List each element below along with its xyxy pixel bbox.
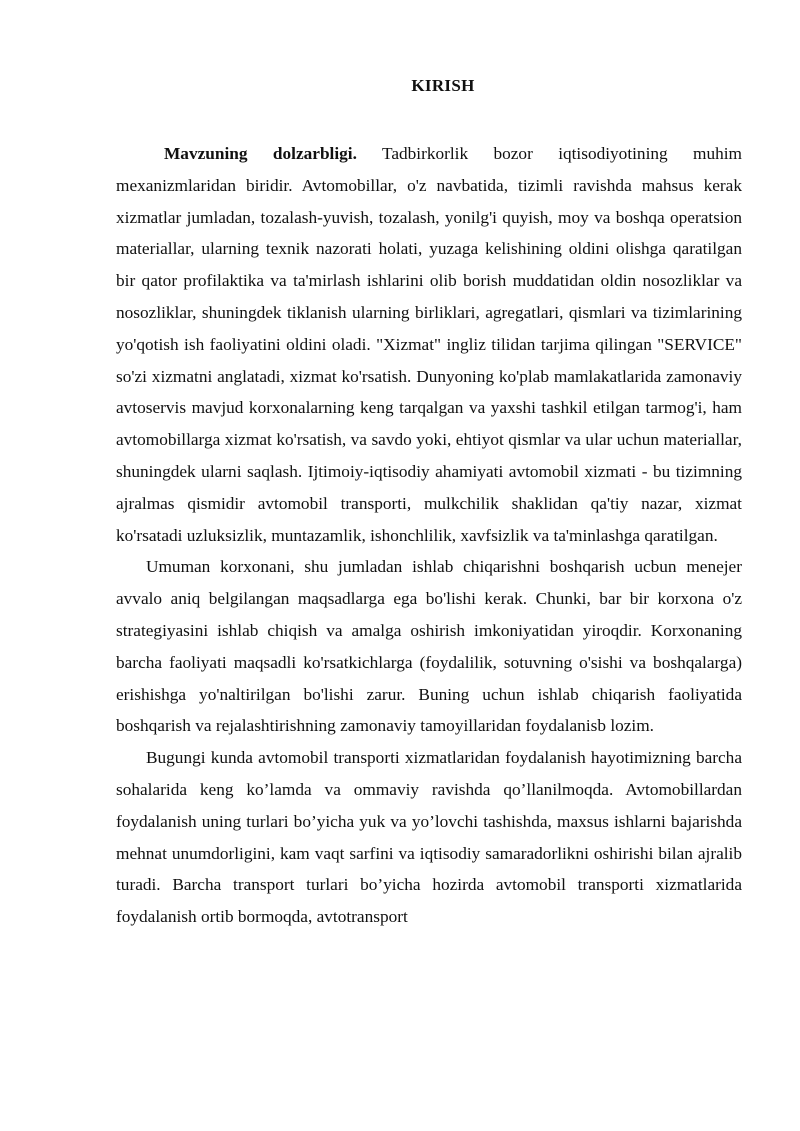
paragraph-relevance [116, 138, 742, 551]
page-heading: KIRISH [411, 76, 475, 95]
paragraph-text: Tadbirkorlik bozor iqtisodiyotining muhim mexanizmlaridan biridir. Avtomobillar, o'z navbatida, tizimli ravishda mahsus kerak xizmatlar jumladan, tozalash-yuvish, tozalash, yonilg'i quyish, moy va boshqa operatsion materiallar, ularning texnik nazorati holati, yuzaga kelishining oldini olishga qaratilgan bir qator profilaktika va ta'mirlash ishlarini olib borish muddatidan oldin nosozliklar va nosozliklar, shuningdek tiklanish ularning birliklari, agregatlari, qismlari va tizimlarining yo'qotish ish faoliyatini oldini oladi. "Xizmat" ingliz tilidan tarjima qilingan "SERVICE" so'zi xizmatni anglatadi, xizmat ko'rsatish. Dunyoning ko'plab mamlakatlarida zamonaviy avtoservis mavjud korxonalarning keng tarqalgan va yaxshi tashkil etilgan tarmog'i, ham avtomobillarga xizmat ko'rsatish, va savdo yoki, ehtiyot qismlar va ular uchun materiallar, shuningdek ularni saqlash. Ijtimoiy-iqtisodiy ahamiyati avtomobil xizmati - bu tizimning ajralmas qismidir avtomobil transporti, mulkchilik shaklidan qa'tiy nazar, xizmat ko'rsatadi uzluksizlik, muntazamlik, ishonchlilik, xavfsizlik va ta'minlashga qaratilgan. [116, 144, 742, 545]
paragraph-text: Umuman korxonani, shu jumladan ishlab chiqarishni boshqarish ucbun menejer avvalo aniq belgilangan maqsadlarga ega bo'lishi kerak. Chunki, bar bir korxona o'z strategiyasini ishlab chiqish va amalga oshirish imkoniyatidan yiroqdir. Korxonaning barcha faoliyati maqsadli ko'rsatkichlarga (foydalilik, sotuvning o'sishi va boshqalarga) erishishga yo'naltirilgan bo'lishi zarur. Buning uchun ishlab chiqarish faoliyatida boshqarish va rejalashtirishning zamonaviy tamoyillaridan foydalanisb lozim. [116, 557, 742, 736]
paragraph-lead: Mavzuning dolzarbligi. [164, 144, 357, 163]
paragraph-transport [116, 742, 742, 933]
paragraph-management [116, 551, 742, 742]
document-body [116, 138, 742, 933]
paragraph-text: Bugungi kunda avtomobil transporti xizmatlaridan foydalanish hayotimizning barcha sohalarida keng ko’lamda va ommaviy ravishda qo’llanilmoqda. Avtomobillardan foydalanish uning turlari bo’yicha yuk va yo’lovchi tashishda, maxsus ishlarni bajarishda mehnat unumdorligini, kam vaqt sarfini va iqtisodiy samaradorlikni oshirishi bilan ajralib turadi. Barcha transport turlari bo’yicha hozirda avtomobil transporti xizmatlarida foydalanish ortib bormoqda, avtotransport [116, 748, 742, 927]
